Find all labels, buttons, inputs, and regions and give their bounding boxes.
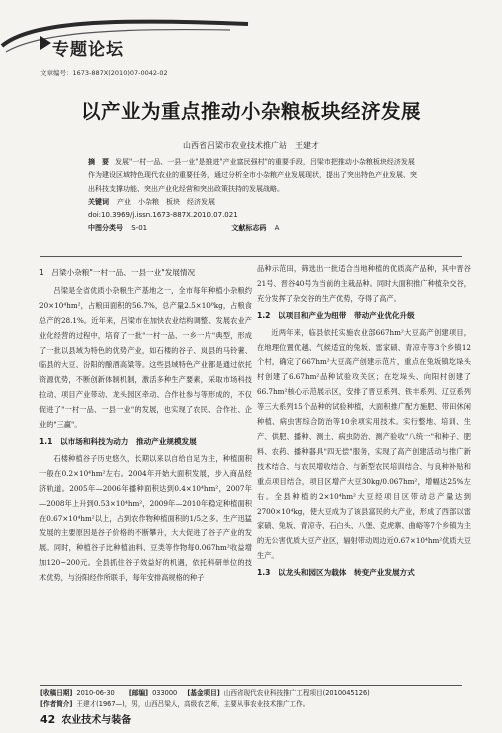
paragraph: 吕梁是全省优质小杂粮生产基地之一，全市每年种植小杂粮约20×10⁴hm²，占粮田面积的56.7%，总产量2.5×10⁸kg，占粮食总产的28.1%。近年来，吕梁市在加快农业结构调整、发展农业产业化经营的过程中，培育了一批"一村一品、一乡一片"典型，形成了一批以县域为特色的优势产业，如石楼的谷子、岚县的马铃薯、临县的大豆、汾阳的酿酒高粱等。这些县域特色产业都是通过依托资源优势，不断创新体制机制，激活多种生产要素，采取市场科技拉动、项目产业带动、龙头园区牵动、合作社参与等形成的，不仅促进了"一村一品、一县一业"的发展，也实现了农民、合作社、企业的"三赢"。 (39, 285, 252, 430)
author-affiliation: 山西省吕梁市农业技术推广站 王建才 (183, 141, 319, 150)
author-bio-value: 王建才(1967—)，男，山西吕梁人，高级农艺师，主要从事农业技术推广工作。 (76, 700, 310, 708)
paragraph: 品种示范田，筛选出一批适合当地种植的优质高产品种，其中晋谷21号、晋谷40号为当前的主栽品种。同时大面积推广种植杂交谷，充分发挥了杂交谷的生产优势，夺得了高产。 (257, 264, 471, 303)
received-value: 2010-06-30 (76, 689, 115, 697)
received-label: [收稿日期] (40, 689, 73, 697)
abstract-body: 发展"一村一品、一县一业"是推进"产业富民强村"的重要手段，吕梁市把推动小杂粮板块经济发展作为建设区域特色现代农业的重要任务，通过分析全市小杂粮产业发展现状，提出了突出特色产业发展、突出科技支撑功能、突出产业化经营和突出政策扶持的发展战略。 (88, 158, 417, 193)
keywords-value: 产业 小杂粮 板块 经济发展 (117, 198, 215, 207)
keywords-line (88, 196, 418, 209)
footnote-line-2 (40, 699, 480, 710)
header-divider (40, 256, 462, 257)
abstract-block (88, 156, 418, 235)
postcode-value: 033000 (152, 689, 178, 697)
subsection-heading-1-2: 1.2 以项目和产业为纽带 带动产业优化升级 (257, 310, 415, 320)
page-number: 42 (40, 713, 56, 726)
section-tag-swoosh (0, 16, 250, 56)
paragraph: 近两年来，临县依托实施农业部667hm²大豆高产创建项目，在地理位置优越、气候适宜的兔坂、雷家碛、青凉寺等3个乡镇12个村，确定了667hm²大豆高产创建示范片，重点在兔坂镇圪垛头村创建了6.67hm²品种试验攻关区；在圪垛头、向阳村创建了66.7hm²核心示范展示区，安排了晋豆系列、铁丰系列、辽豆系列等三大系列15个品种的试验种植，大面积推广配方施肥、带田休闲种植、病虫害综合防治等10余项实用技术。实行整地、培训、生产、供肥、播种、测土、病虫防治、测产验收"八统一"和种子、肥料、农药、播种器具"四无偿"服务，实现了高产创建活动与推广新技术结合、与农民增收结合、与新型农民培训结合、与良种补贴和重点项目结合，项目区增产大豆30kg/0.067hm²，增幅达25%左右。全县种植的2×10⁴hm²大豆经项目区带动总产量达到2700×10⁴kg，使大豆成为了该县富民的大产业，形成了西部以雷家碛、兔坂、青凉寺、石白头、八堡、克虎寨、曲峪等7个乡镇为主的无公害优质大豆产业区，辐射带动周边近0.67×10⁴hm²优质大豆生产。 (257, 327, 471, 561)
doc-code-value: A (274, 224, 280, 233)
page-footer (40, 711, 131, 726)
section-tag-label: 专题论坛 (52, 40, 124, 60)
clc-label: 中图分类号 (88, 224, 123, 233)
fund-label: [基金项目] (187, 689, 220, 697)
abstract-text (88, 156, 418, 196)
section-heading-1: 1 吕梁小杂粮"一村一品、一县一业"发展情况 (39, 268, 196, 277)
right-column (257, 262, 471, 583)
doi-line: doi:10.3969/j.issn.1673-887X.2010.07.021 (88, 211, 238, 220)
keywords-label: 关键词 (88, 198, 109, 207)
footnote-block (40, 688, 480, 710)
paragraph: 石楼种植谷子历史悠久，长期以来以自给自足为主，种植面积一般在0.2×10⁴hm²左右。2004年开始大面积发展，步入商品经济轨道。2005年—2006年播种面积达到0.4×10⁴hm²，2007年—2008年上升到0.53×10⁴hm²，2009年—2010年稳定种植面积在0.67×10⁴hm²以上，占到农作物种植面积的1/5之多。生产迅猛发展的主要原因是谷子价格的不断攀升，大大促进了谷子产业的发展。同时，种植谷子比种植油料、豆类等作物每0.067hm²收益增加120~200元。全县抓住谷子效益好的机遇，依托科研单位的技术优势，与汾阳经作所联手，每年安排高规格的种子 (39, 453, 252, 583)
author-bio-label: [作者简介] (40, 700, 73, 708)
clc-value: S-01 (131, 224, 148, 233)
postcode-label: [邮编] (128, 689, 149, 697)
fund-value: 山西省现代农业科技推广工程项目(2010045126) (223, 689, 370, 697)
footer-divider (40, 685, 462, 686)
subsection-heading-1-3: 1.3 以龙头和园区为载体 转变产业发展方式 (257, 568, 415, 578)
abstract-label: 摘 要 (88, 158, 109, 166)
article-title: 以产业为重点推动小杂粮板块经济发展 (80, 100, 421, 123)
doc-code-label: 文献标志码 (231, 224, 267, 233)
arrow-marker-icon (40, 36, 51, 50)
section-tag (0, 16, 250, 60)
article-number: 文章编号：1673-887X(2010)07-0042-02 (40, 69, 168, 77)
footnote-line-1 (40, 688, 480, 699)
journal-name: 农业技术与装备 (61, 715, 132, 726)
subsection-heading-1-1: 1.1 以市场和科技为动力 推动产业规模发展 (39, 436, 197, 446)
left-column (39, 262, 252, 586)
classification-line (88, 222, 418, 235)
